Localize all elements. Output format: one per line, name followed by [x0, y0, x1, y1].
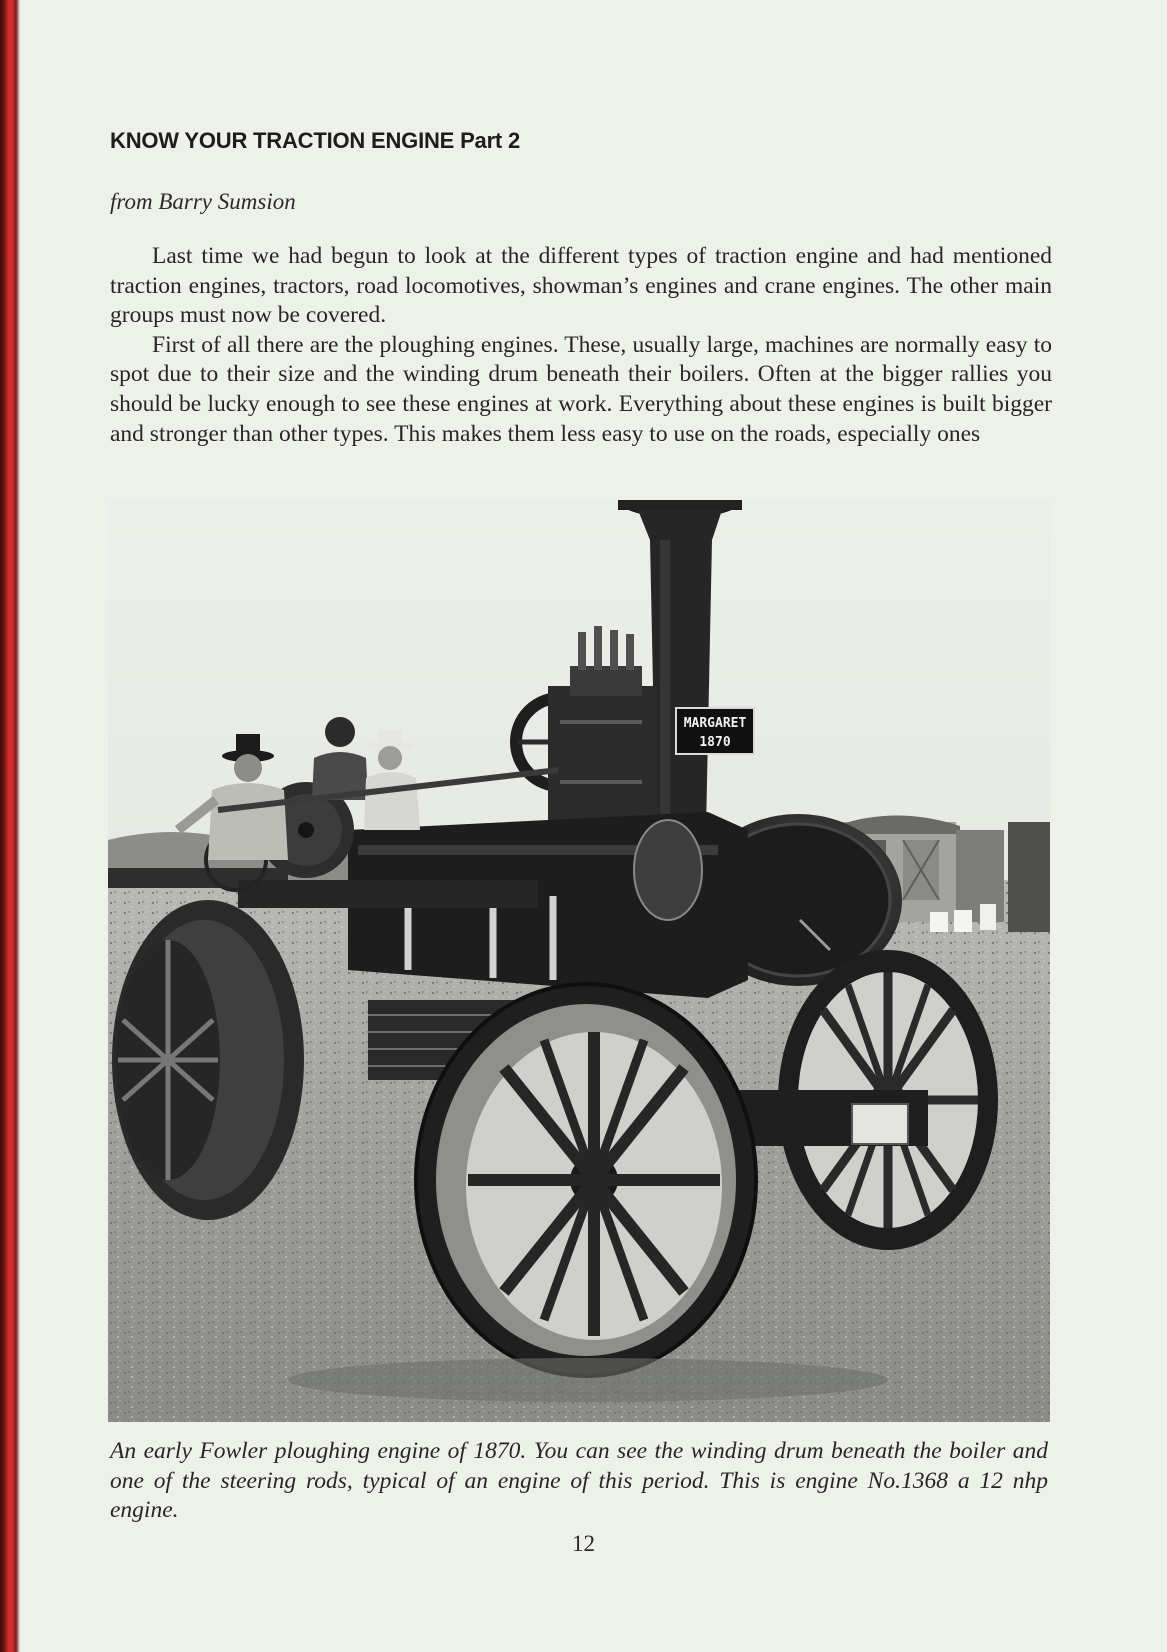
article-byline: from Barry Sumsion	[110, 189, 296, 214]
nameplate-line-1: MARGARET	[683, 716, 747, 731]
body-paragraph: First of all there are the ploughing engines. These, usually large, machines are normally easy to spot due to their size and the winding drum beneath their boilers. Often at the bigger rallies you should be lucky enough to see these engines at work. Everything about these engines is built bigger and stronger than other types. This makes them less easy to use on the roads, especially ones	[110, 331, 1052, 447]
rear-wheel	[112, 900, 304, 1220]
engine-photograph	[108, 500, 1050, 1422]
article-title: KNOW YOUR TRACTION ENGINE Part 2	[110, 128, 521, 153]
front-wheel	[416, 984, 756, 1376]
binding-edge	[0, 0, 20, 1652]
photo-caption: An early Fowler ploughing engine of 1870. You can see the winding drum beneath the boiler and one of the steering rods, typical of an engine of this period. This is engine No.1368 a 12 nhp engine.	[110, 1438, 1048, 1523]
page-number: 12	[572, 1531, 595, 1556]
nameplate	[676, 708, 754, 754]
nameplate-line-2: 1870	[699, 735, 731, 750]
article-body	[110, 242, 1052, 449]
body-paragraph: Last time we had begun to look at the different types of traction engine and had mentioned traction engines, tractors, road locomotives, showman’s engines and crane engines. The other main groups must now be covered.	[110, 243, 1052, 329]
